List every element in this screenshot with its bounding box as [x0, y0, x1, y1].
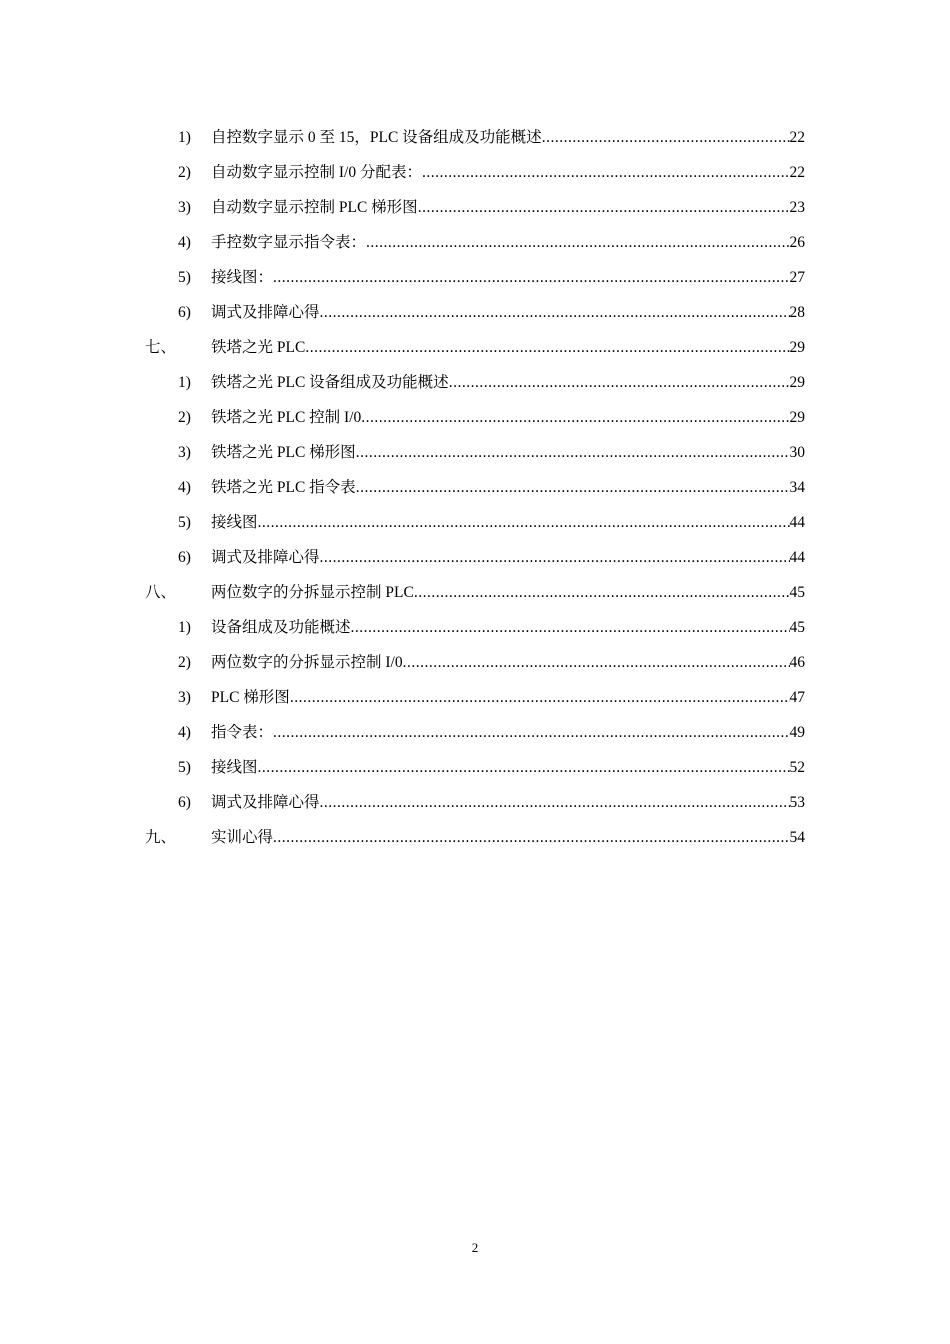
toc-entry-title: 铁塔之光 PLC 设备组成及功能概述 — [211, 374, 449, 391]
toc-entry-line — [211, 645, 805, 680]
toc-entry[interactable] — [0, 260, 950, 295]
toc-dot-leader — [366, 225, 789, 260]
toc-entry[interactable] — [0, 435, 950, 470]
toc-dot-leader — [542, 120, 790, 155]
toc-entry-number: 6) — [178, 304, 191, 321]
toc-entry-title: 指令表： — [211, 724, 274, 741]
toc-entry-number: 4) — [178, 234, 191, 251]
toc-entry-page: 29 — [789, 409, 805, 426]
toc-entry[interactable] — [0, 505, 950, 540]
toc-chapter-entry[interactable] — [0, 820, 950, 855]
toc-entry-title: 铁塔之光 PLC — [211, 339, 306, 356]
toc-entry-number: 3) — [178, 689, 191, 706]
toc-entry-line — [211, 785, 805, 820]
toc-entry-number: 八、 — [145, 584, 177, 601]
toc-entry-number: 5) — [178, 269, 191, 286]
toc-entry[interactable] — [0, 295, 950, 330]
toc-entry-title: 实训心得 — [211, 829, 274, 846]
toc-dot-leader — [361, 400, 789, 435]
toc-entry[interactable] — [0, 120, 950, 155]
toc-entry-page: 27 — [789, 269, 805, 286]
table-of-contents — [0, 120, 950, 855]
toc-dot-leader — [290, 680, 790, 715]
toc-entry-line — [211, 400, 805, 435]
toc-entry-page: 44 — [789, 549, 805, 566]
toc-entry-number: 5) — [178, 514, 191, 531]
toc-entry-number: 九、 — [145, 829, 177, 846]
toc-entry-title: 调式及排障心得 — [211, 549, 320, 566]
toc-entry-title: 两位数字的分拆显示控制 PLC — [211, 584, 414, 601]
toc-entry-line — [211, 470, 805, 505]
toc-entry-line — [211, 365, 805, 400]
toc-entry-title: 两位数字的分拆显示控制 I/0 — [211, 654, 403, 671]
toc-entry[interactable] — [0, 750, 950, 785]
toc-entry-page: 45 — [789, 584, 805, 601]
toc-entry[interactable] — [0, 155, 950, 190]
toc-entry-title: PLC 梯形图 — [211, 689, 290, 706]
toc-entry-page: 26 — [789, 234, 805, 251]
toc-entry-page: 54 — [789, 829, 805, 846]
toc-entry-line — [211, 330, 805, 365]
toc-entry-title: 接线图： — [211, 269, 274, 286]
toc-entry[interactable] — [0, 680, 950, 715]
toc-entry-number: 1) — [178, 374, 191, 391]
toc-entry-number: 1) — [178, 129, 191, 146]
toc-entry-line — [211, 820, 805, 855]
toc-entry[interactable] — [0, 190, 950, 225]
toc-entry-title: 铁塔之光 PLC 梯形图 — [211, 444, 356, 461]
toc-entry[interactable] — [0, 785, 950, 820]
toc-entry-line — [211, 435, 805, 470]
toc-entry-number: 2) — [178, 164, 191, 181]
toc-entry-number: 1) — [178, 619, 191, 636]
toc-entry-number: 6) — [178, 549, 191, 566]
toc-dot-leader — [305, 330, 789, 365]
toc-entry-line — [211, 715, 805, 750]
toc-entry-line — [211, 575, 805, 610]
toc-entry-line — [211, 295, 805, 330]
toc-entry-number: 3) — [178, 199, 191, 216]
toc-entry[interactable] — [0, 365, 950, 400]
toc-entry-line — [211, 120, 805, 155]
toc-entry[interactable] — [0, 470, 950, 505]
toc-entry-number: 2) — [178, 654, 191, 671]
toc-dot-leader — [258, 750, 790, 785]
toc-entry-line — [211, 540, 805, 575]
toc-entry-number: 5) — [178, 759, 191, 776]
toc-entry-page: 34 — [789, 479, 805, 496]
toc-entry-title: 自动数字显示控制 PLC 梯形图 — [211, 199, 418, 216]
toc-entry-page: 28 — [789, 304, 805, 321]
toc-entry[interactable] — [0, 540, 950, 575]
toc-entry-page: 44 — [789, 514, 805, 531]
toc-entry-page: 23 — [789, 199, 805, 216]
toc-entry-line — [211, 680, 805, 715]
toc-entry-page: 29 — [789, 339, 805, 356]
toc-entry-number: 3) — [178, 444, 191, 461]
toc-dot-leader — [356, 470, 790, 505]
toc-entry[interactable] — [0, 400, 950, 435]
toc-entry-number: 4) — [178, 479, 191, 496]
toc-entry-title: 自控数字显示 0 至 15，PLC 设备组成及功能概述 — [211, 129, 542, 146]
toc-dot-leader — [320, 540, 790, 575]
toc-chapter-entry[interactable] — [0, 575, 950, 610]
toc-entry-title: 自动数字显示控制 I/0 分配表： — [211, 164, 422, 181]
toc-entry-line — [211, 155, 805, 190]
toc-entry-page: 47 — [789, 689, 805, 706]
toc-entry-page: 46 — [789, 654, 805, 671]
toc-entry-line — [211, 260, 805, 295]
toc-entry-page: 22 — [789, 164, 805, 181]
toc-entry-line — [211, 225, 805, 260]
toc-entry-number: 七、 — [145, 339, 177, 356]
toc-entry-page: 29 — [789, 374, 805, 391]
toc-entry-title: 调式及排障心得 — [211, 304, 320, 321]
toc-entry-page: 45 — [789, 619, 805, 636]
toc-entry-page: 49 — [789, 724, 805, 741]
toc-dot-leader — [422, 155, 790, 190]
toc-entry-number: 6) — [178, 794, 191, 811]
toc-entry-title: 设备组成及功能概述 — [211, 619, 351, 636]
toc-entry-line — [211, 190, 805, 225]
toc-entry[interactable] — [0, 610, 950, 645]
toc-entry-line — [211, 750, 805, 785]
toc-entry-page: 52 — [789, 759, 805, 776]
toc-entry-title: 铁塔之光 PLC 控制 I/0 — [211, 409, 362, 426]
toc-entry-line — [211, 505, 805, 540]
toc-entry-title: 接线图 — [211, 514, 258, 531]
toc-dot-leader — [414, 575, 790, 610]
toc-dot-leader — [258, 505, 790, 540]
toc-entry-line — [211, 610, 805, 645]
toc-entry[interactable] — [0, 715, 950, 750]
toc-entry[interactable] — [0, 225, 950, 260]
toc-entry-number: 4) — [178, 724, 191, 741]
toc-dot-leader — [320, 295, 790, 330]
toc-entry-page: 22 — [789, 129, 805, 146]
page-number: 2 — [471, 1240, 479, 1255]
toc-entry-page: 30 — [789, 444, 805, 461]
toc-entry-page: 53 — [789, 794, 805, 811]
toc-entry-title: 调式及排障心得 — [211, 794, 320, 811]
toc-dot-leader — [273, 260, 789, 295]
toc-entry-title: 手控数字显示指令表： — [211, 234, 367, 251]
toc-dot-leader — [320, 785, 790, 820]
toc-entry-number: 2) — [178, 409, 191, 426]
toc-dot-leader — [449, 365, 790, 400]
toc-dot-leader — [403, 645, 790, 680]
toc-chapter-entry[interactable] — [0, 330, 950, 365]
toc-dot-leader — [273, 715, 789, 750]
toc-dot-leader — [351, 610, 790, 645]
toc-dot-leader — [418, 190, 790, 225]
toc-entry-title: 铁塔之光 PLC 指令表 — [211, 479, 356, 496]
toc-entry[interactable] — [0, 645, 950, 680]
toc-dot-leader — [273, 820, 789, 855]
toc-dot-leader — [356, 435, 790, 470]
toc-entry-title: 接线图 — [211, 759, 258, 776]
